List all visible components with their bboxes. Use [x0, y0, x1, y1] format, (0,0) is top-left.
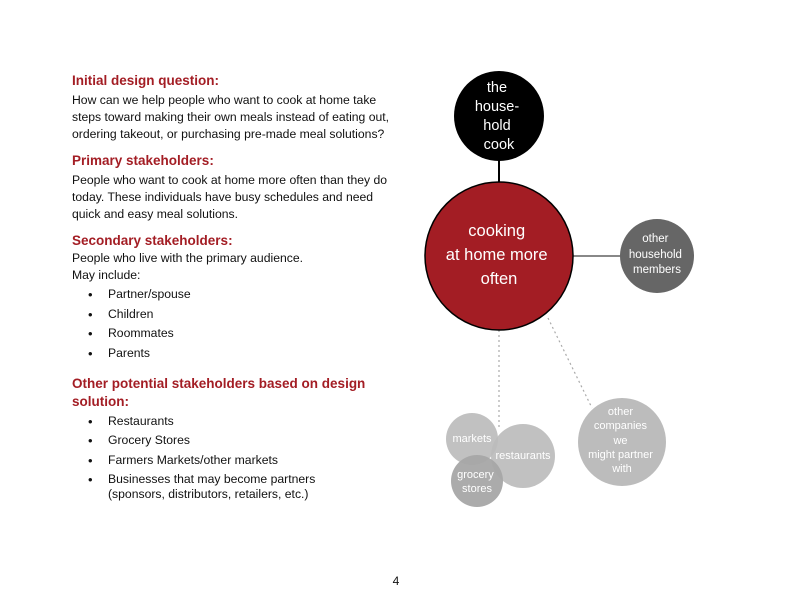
restaurants-label: restaurants — [495, 450, 551, 462]
secondary-stakeholders-line2: May include: — [72, 268, 141, 282]
list-item: • Grocery Stores — [72, 433, 402, 448]
list-item: • Roommates — [72, 326, 402, 341]
heading-other-stakeholders: Other potential stakeholders based on design solution: — [72, 375, 366, 409]
connector-companies — [548, 318, 592, 408]
grocery-stores-label: grocery stores — [457, 469, 494, 495]
household-cook-label: the house- hold cook — [474, 80, 520, 153]
page-number: 4 — [392, 574, 400, 588]
secondary-stakeholders-line1: People who live with the primary audience. — [72, 251, 304, 265]
heading-secondary-stakeholders: Secondary stakeholders: — [72, 233, 233, 248]
list-item: • Parents — [72, 346, 402, 361]
heading-primary-stakeholders: Primary stakeholders: — [72, 153, 214, 168]
list-item: • Businesses that may become partners (sponsors, distributors, retailers, etc.) — [72, 472, 348, 502]
list-item: • Partner/spouse — [72, 287, 402, 302]
other-companies-label: other companies we might partner with — [588, 406, 653, 475]
grocery-stores-node — [451, 455, 503, 507]
list-item: • Farmers Markets/other markets — [72, 453, 402, 468]
markets-label: markets — [452, 433, 492, 445]
household-members-label: other household members — [628, 233, 682, 276]
list-item: • Children — [72, 307, 402, 322]
list-item: • Restaurants — [72, 414, 402, 429]
primary-stakeholders-text: People who want to cook at home more often than they do today. These individuals have busy schedules and need quick and easy meal solutions. — [72, 173, 388, 221]
center-goal-label: cooking at home more often — [445, 222, 548, 288]
heading-design-question: Initial design question: — [72, 73, 220, 88]
design-question-text: How can we help people who want to cook at home take steps toward making their own meals instead of eating out, ordering takeout, or purchasing pre-made meal solutions? — [72, 93, 390, 141]
